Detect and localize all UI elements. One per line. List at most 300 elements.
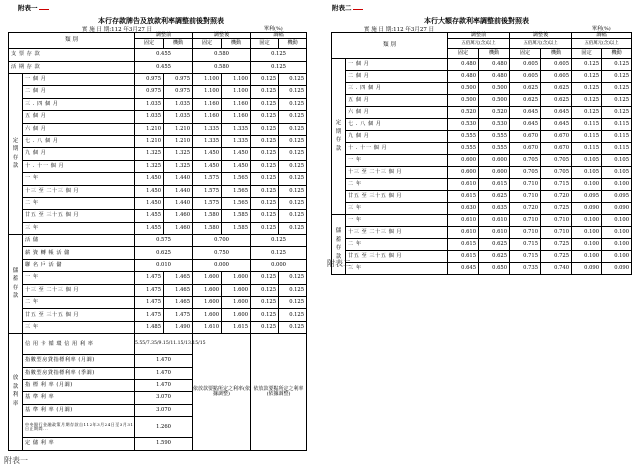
rate-change-fixed: 0.125 bbox=[251, 309, 279, 321]
rate-after-fixed: 1.335 bbox=[193, 123, 222, 135]
header-amount-tier: 五佰萬元(含)以上 bbox=[510, 39, 572, 49]
rate-term-label: 十三 至 二十三 個 月 bbox=[23, 284, 135, 296]
rate-term-label: 三 . 四 個 月 bbox=[23, 98, 135, 110]
rate-after-fixed: 0.710 bbox=[510, 227, 541, 239]
rate-term-label: 三 年 bbox=[346, 203, 448, 215]
rate-after-fixed: 0.605 bbox=[510, 59, 541, 71]
rate-change-fixed: 0.125 bbox=[251, 185, 279, 197]
rate-after-fixed: 1.600 bbox=[193, 272, 222, 284]
rate-change-fixed: 0.125 bbox=[572, 59, 602, 71]
table-row bbox=[9, 321, 307, 333]
rate-change-fixed: 0.100 bbox=[572, 179, 602, 191]
rate-before-fixed: 0.520 bbox=[448, 107, 479, 119]
rate-before-floating: 0.520 bbox=[479, 107, 510, 119]
table-row bbox=[332, 95, 632, 107]
table-row bbox=[9, 160, 307, 172]
table-row bbox=[332, 227, 632, 239]
rate-before-fixed: 1.450 bbox=[135, 185, 164, 197]
rate-before-floating: 1.465 bbox=[164, 284, 193, 296]
rate-term-label: 廿五 至 三十五 個 月 bbox=[346, 251, 448, 263]
rate-after-floating: 0.710 bbox=[541, 215, 572, 227]
left-footer-caption: 附表一 bbox=[4, 456, 28, 465]
table-row bbox=[9, 173, 307, 185]
rate-change: 0.125 bbox=[251, 61, 307, 73]
rate-before-fixed: 1.475 bbox=[135, 309, 164, 321]
rate-after-fixed: 0.715 bbox=[510, 239, 541, 251]
rate-before-floating: 0.600 bbox=[479, 167, 510, 179]
rate-before: 0.625 bbox=[135, 247, 193, 259]
rate-after-fixed: 1.600 bbox=[193, 297, 222, 309]
rate-term-label: 三 年 bbox=[346, 263, 448, 275]
rate-term-label: 六 個 月 bbox=[346, 107, 448, 119]
rate-after-floating: 1.600 bbox=[222, 272, 251, 284]
rate-after-floating: 1.335 bbox=[222, 135, 251, 147]
rate-change-fixed: 0.100 bbox=[572, 239, 602, 251]
rate-change-floating: 0.105 bbox=[602, 167, 632, 179]
rate-before-fixed: 0.610 bbox=[448, 179, 479, 191]
rate-change-floating: 0.125 bbox=[602, 59, 632, 71]
rate-change-floating: 0.125 bbox=[279, 185, 307, 197]
rate-change-fixed: 0.100 bbox=[572, 251, 602, 263]
header-floating: 機動 bbox=[279, 39, 307, 49]
header-floating: 機動 bbox=[222, 39, 251, 49]
table-row bbox=[9, 272, 307, 284]
table-row bbox=[332, 191, 632, 203]
rate-before-floating: 0.625 bbox=[479, 239, 510, 251]
rate-change: 0.000 bbox=[251, 259, 307, 271]
table-row bbox=[332, 203, 632, 215]
rate-change-floating: 0.125 bbox=[279, 297, 307, 309]
table-row bbox=[332, 215, 632, 227]
rate-change-fixed: 0.105 bbox=[572, 155, 602, 167]
loan-note-after: 依放款要點所定之利率(依據調整) bbox=[193, 334, 251, 450]
rate-after-floating: 1.450 bbox=[222, 160, 251, 172]
rate-change-fixed: 0.125 bbox=[251, 321, 279, 333]
rate-change-fixed: 0.125 bbox=[572, 71, 602, 83]
rate-before-floating: 1.465 bbox=[164, 297, 193, 309]
rate-change-fixed: 0.100 bbox=[572, 215, 602, 227]
table-row bbox=[9, 86, 307, 98]
loan-rate-value: 3.070 bbox=[135, 404, 193, 416]
loan-rate-label: 基 準 利 率 (月調) bbox=[23, 404, 135, 416]
rate-after-fixed: 1.160 bbox=[193, 111, 222, 123]
loan-row bbox=[9, 334, 307, 355]
rate-term-label: 五 個 月 bbox=[23, 111, 135, 123]
rate-change-fixed: 0.125 bbox=[251, 284, 279, 296]
table-row bbox=[9, 185, 307, 197]
rate-change-fixed: 0.125 bbox=[251, 197, 279, 209]
rate-after-floating: 0.705 bbox=[541, 167, 572, 179]
rate-term-label: 聯 名 戶 活 儲 bbox=[23, 259, 135, 271]
rate-before-floating: 1.475 bbox=[164, 309, 193, 321]
rate-before-fixed: 0.500 bbox=[448, 83, 479, 95]
rate-term-label: 三 . 四 個 月 bbox=[346, 83, 448, 95]
table-row bbox=[332, 119, 632, 131]
rate-before-fixed: 0.630 bbox=[448, 203, 479, 215]
rate-term-label: 廿五 至 三十五 個 月 bbox=[23, 309, 135, 321]
rate-before-fixed: 1.210 bbox=[135, 135, 164, 147]
rate-before-fixed: 1.210 bbox=[135, 123, 164, 135]
table-row bbox=[332, 71, 632, 83]
rate-change-fixed: 0.095 bbox=[572, 191, 602, 203]
header-amount-tier: 五佰萬元(含)以上 bbox=[572, 39, 632, 49]
rate-before-floating: 0.500 bbox=[479, 83, 510, 95]
rate-change-floating: 0.100 bbox=[602, 215, 632, 227]
table-row bbox=[332, 131, 632, 143]
header-fixed: 固定 bbox=[510, 49, 541, 59]
rate-before-floating: 1.440 bbox=[164, 173, 193, 185]
rate-after-floating: 0.645 bbox=[541, 119, 572, 131]
header-fixed: 固定 bbox=[193, 39, 222, 49]
rate-before-fixed: 0.610 bbox=[448, 215, 479, 227]
rate-after-fixed: 0.705 bbox=[510, 155, 541, 167]
rate-before-floating: 1.460 bbox=[164, 210, 193, 222]
loan-rate-value: 1.590 bbox=[135, 438, 193, 450]
rate-after-fixed: 1.160 bbox=[193, 98, 222, 110]
rate-term-label: 十三 至 二十三 個 月 bbox=[346, 167, 448, 179]
table-row bbox=[332, 143, 632, 155]
rate-after: 0.700 bbox=[193, 235, 251, 247]
rate-change-floating: 0.115 bbox=[602, 131, 632, 143]
rate-before-floating: 0.625 bbox=[479, 191, 510, 203]
rate-change: 0.125 bbox=[251, 49, 307, 61]
rate-change-fixed: 0.100 bbox=[572, 227, 602, 239]
rate-before-floating: 1.210 bbox=[164, 135, 193, 147]
rate-after-fixed: 0.710 bbox=[510, 215, 541, 227]
rate-after-floating: 1.585 bbox=[222, 210, 251, 222]
rate-before-floating: 1.490 bbox=[164, 321, 193, 333]
left-unit: 單利(%) bbox=[264, 26, 283, 32]
rate-change-fixed: 0.125 bbox=[251, 123, 279, 135]
rate-before-floating: 1.325 bbox=[164, 148, 193, 160]
rate-change-floating: 0.095 bbox=[602, 191, 632, 203]
table-row bbox=[9, 61, 307, 73]
section-savings-deposit: 儲 蓄 存 款 bbox=[332, 215, 346, 275]
table-row bbox=[9, 148, 307, 160]
header-change: 調幅 bbox=[251, 33, 307, 39]
rate-after-floating: 0.725 bbox=[541, 203, 572, 215]
rate-before-floating: 0.615 bbox=[479, 179, 510, 191]
rate-before-floating: 1.325 bbox=[164, 160, 193, 172]
rate-change-fixed: 0.125 bbox=[251, 73, 279, 85]
rate-after-fixed: 1.600 bbox=[193, 284, 222, 296]
rate-before-fixed: 1.325 bbox=[135, 160, 164, 172]
rate-change-fixed: 0.115 bbox=[572, 119, 602, 131]
rate-term-label: 二 年 bbox=[346, 179, 448, 191]
rate-after-floating: 1.565 bbox=[222, 197, 251, 209]
rate-change: 0.125 bbox=[251, 235, 307, 247]
rate-change-floating: 0.100 bbox=[602, 227, 632, 239]
rate-change-fixed: 0.125 bbox=[572, 107, 602, 119]
rate-term-label: 二 年 bbox=[23, 197, 135, 209]
table-row bbox=[9, 197, 307, 209]
rate-after-fixed: 0.670 bbox=[510, 143, 541, 155]
rate-change-floating: 0.125 bbox=[279, 98, 307, 110]
rate-after-fixed: 0.670 bbox=[510, 131, 541, 143]
loan-rate-label: 定 儲 利 率 bbox=[23, 438, 135, 450]
left-annex-tag: 附表一 bbox=[18, 3, 49, 12]
table-row bbox=[9, 284, 307, 296]
section-time-deposit: 定 期 存 款 bbox=[9, 73, 23, 234]
loan-rate-value: 1.260 bbox=[135, 417, 193, 438]
rate-change-floating: 0.125 bbox=[279, 148, 307, 160]
rate-change-floating: 0.125 bbox=[602, 71, 632, 83]
rate-change-floating: 0.125 bbox=[602, 83, 632, 95]
rate-term-label: 十三 至 二十三 個 月 bbox=[346, 227, 448, 239]
loan-rate-value: 5.55/7.35/9.15/11.15/13.15/15 bbox=[135, 334, 193, 355]
loan-rate-label: 指 標 利 率 (月調) bbox=[23, 379, 135, 391]
rate-term-label: 二 年 bbox=[23, 297, 135, 309]
table-row bbox=[332, 251, 632, 263]
table-row bbox=[332, 83, 632, 95]
rate-before-floating: 0.480 bbox=[479, 71, 510, 83]
rate-change-floating: 0.125 bbox=[279, 321, 307, 333]
rate-after-fixed: 1.450 bbox=[193, 148, 222, 160]
rate-before-fixed: 0.555 bbox=[448, 131, 479, 143]
rate-after-floating: 0.740 bbox=[541, 263, 572, 275]
rate-change-floating: 0.125 bbox=[279, 73, 307, 85]
rate-after-fixed: 0.625 bbox=[510, 83, 541, 95]
rate-after-floating: 1.600 bbox=[222, 297, 251, 309]
rate-after: 0.580 bbox=[193, 49, 251, 61]
rate-before-fixed: 0.610 bbox=[448, 227, 479, 239]
rate-change: 0.125 bbox=[251, 247, 307, 259]
rate-before-fixed: 0.615 bbox=[448, 251, 479, 263]
rate-after-fixed: 1.575 bbox=[193, 173, 222, 185]
rate-before-fixed: 0.645 bbox=[448, 263, 479, 275]
rate-after-floating: 0.720 bbox=[541, 191, 572, 203]
rate-change-fixed: 0.125 bbox=[251, 86, 279, 98]
loan-rate-label: 信 用 卡 循 環 信 用 利 率 bbox=[23, 334, 135, 355]
rate-before-floating: 1.035 bbox=[164, 98, 193, 110]
rate-change-fixed: 0.125 bbox=[251, 272, 279, 284]
rate-before-floating: 0.635 bbox=[479, 203, 510, 215]
loan-rate-value: 1.470 bbox=[135, 367, 193, 379]
header-floating: 機動 bbox=[164, 39, 193, 49]
rate-term-label: 薪 資 轉 帳 活 儲 bbox=[23, 247, 135, 259]
rate-change-floating: 0.090 bbox=[602, 263, 632, 275]
rate-after-fixed: 0.710 bbox=[510, 179, 541, 191]
header-fixed: 固定 bbox=[448, 49, 479, 59]
rate-term-label: 廿五 至 三十五 個 月 bbox=[346, 191, 448, 203]
rate-term-label: 一 年 bbox=[346, 155, 448, 167]
table-row bbox=[9, 98, 307, 110]
rate-after-floating: 1.100 bbox=[222, 86, 251, 98]
rate-before-floating: 1.035 bbox=[164, 111, 193, 123]
rate-before: 0.455 bbox=[135, 61, 193, 73]
rate-after-floating: 1.600 bbox=[222, 284, 251, 296]
section-loan-rate: 放 款 利 率 bbox=[9, 334, 23, 450]
rate-after-fixed: 0.715 bbox=[510, 251, 541, 263]
rate-after-floating: 1.615 bbox=[222, 321, 251, 333]
rate-before: 0.575 bbox=[135, 235, 193, 247]
rate-change-fixed: 0.125 bbox=[251, 222, 279, 234]
rate-change-fixed: 0.105 bbox=[572, 167, 602, 179]
rate-change-floating: 0.125 bbox=[279, 123, 307, 135]
rate-change-fixed: 0.125 bbox=[251, 173, 279, 185]
loan-rate-value: 1.470 bbox=[135, 355, 193, 367]
rate-after-fixed: 1.575 bbox=[193, 185, 222, 197]
rate-before-fixed: 1.450 bbox=[135, 173, 164, 185]
rate-change-fixed: 0.115 bbox=[572, 131, 602, 143]
rate-term-label: 七 . 八 個 月 bbox=[23, 135, 135, 147]
rate-term-label: 一 年 bbox=[23, 173, 135, 185]
rate-change-fixed: 0.125 bbox=[251, 210, 279, 222]
header-category: 類 別 bbox=[332, 33, 448, 59]
rate-change-floating: 0.125 bbox=[279, 222, 307, 234]
right-effective-date: 實 施 日 期:112 年3月27 日 bbox=[364, 27, 435, 33]
rate-before-fixed: 0.600 bbox=[448, 167, 479, 179]
table-row bbox=[332, 263, 632, 275]
header-floating: 機動 bbox=[479, 49, 510, 59]
rate-before-fixed: 0.480 bbox=[448, 59, 479, 71]
rate-term-label: 三 年 bbox=[23, 222, 135, 234]
rate-change-floating: 0.125 bbox=[279, 210, 307, 222]
rate-after-fixed: 0.735 bbox=[510, 263, 541, 275]
table-row bbox=[332, 167, 632, 179]
rate-after-floating: 0.670 bbox=[541, 131, 572, 143]
rate-term-label: 六 個 月 bbox=[23, 123, 135, 135]
rate-before-fixed: 1.475 bbox=[135, 284, 164, 296]
rate-after-floating: 0.625 bbox=[541, 95, 572, 107]
rate-before-floating: 0.625 bbox=[479, 251, 510, 263]
rate-change-fixed: 0.125 bbox=[251, 160, 279, 172]
rate-after-floating: 0.605 bbox=[541, 59, 572, 71]
rate-term-label: 九 個 月 bbox=[346, 131, 448, 143]
rate-before-floating: 1.210 bbox=[164, 123, 193, 135]
rate-change-fixed: 0.125 bbox=[251, 135, 279, 147]
rate-after-fixed: 1.600 bbox=[193, 309, 222, 321]
rate-after-floating: 1.160 bbox=[222, 98, 251, 110]
header-amount-tier: 五佰萬元(含)以上 bbox=[448, 39, 510, 49]
header-fixed: 固定 bbox=[135, 39, 164, 49]
rate-before-fixed: 0.530 bbox=[448, 119, 479, 131]
rate-term-label: 廿五 至 三十五 個 月 bbox=[23, 210, 135, 222]
rate-change-floating: 0.125 bbox=[279, 160, 307, 172]
table-row bbox=[332, 179, 632, 191]
right-footer-caption: 附表二 bbox=[327, 259, 351, 268]
rate-before-fixed: 0.975 bbox=[135, 86, 164, 98]
rate-change-fixed: 0.115 bbox=[572, 143, 602, 155]
rate-before-floating: 0.480 bbox=[479, 59, 510, 71]
table-row bbox=[332, 107, 632, 119]
rate-change-floating: 0.125 bbox=[279, 309, 307, 321]
rate-before-floating: 1.465 bbox=[164, 272, 193, 284]
rate-before-floating: 0.555 bbox=[479, 131, 510, 143]
rate-before-floating: 1.440 bbox=[164, 185, 193, 197]
table-row bbox=[9, 73, 307, 85]
rate-change-floating: 0.125 bbox=[602, 107, 632, 119]
rate-term-label: 一 個 月 bbox=[346, 59, 448, 71]
table-row bbox=[332, 239, 632, 251]
rate-after-floating: 1.565 bbox=[222, 173, 251, 185]
rate-after-floating: 0.625 bbox=[541, 83, 572, 95]
rate-change-fixed: 0.125 bbox=[251, 297, 279, 309]
rate-after-fixed: 0.705 bbox=[510, 167, 541, 179]
right-title: 本行大額存款利率調整前後對照表 bbox=[424, 16, 529, 25]
table-row bbox=[9, 49, 307, 61]
rate-change-floating: 0.100 bbox=[602, 251, 632, 263]
rate-before-fixed: 1.455 bbox=[135, 210, 164, 222]
rate-after-floating: 0.705 bbox=[541, 155, 572, 167]
rate-change-floating: 0.125 bbox=[279, 135, 307, 147]
rate-change-fixed: 0.090 bbox=[572, 203, 602, 215]
rate-after: 0.750 bbox=[193, 247, 251, 259]
right-annex-tag: 附表二 bbox=[332, 3, 363, 12]
rate-term-label: 支 票 存 款 bbox=[9, 49, 135, 61]
rate-term-label: 活 期 存 款 bbox=[9, 61, 135, 73]
rate-after-floating: 1.600 bbox=[222, 309, 251, 321]
loan-rate-label: 基 準 利 率 bbox=[23, 392, 135, 404]
rate-after-floating: 0.710 bbox=[541, 227, 572, 239]
rate-term-label: 一 年 bbox=[23, 272, 135, 284]
rate-after-fixed: 1.450 bbox=[193, 160, 222, 172]
rate-term-label: 五 個 月 bbox=[346, 95, 448, 107]
rate-before-fixed: 1.035 bbox=[135, 98, 164, 110]
rate-change-floating: 0.090 bbox=[602, 203, 632, 215]
rate-term-label: 九 個 月 bbox=[23, 148, 135, 160]
left-title: 本行存款牌告及放款利率調整前後對照表 bbox=[98, 16, 224, 25]
rate-before-fixed: 1.325 bbox=[135, 148, 164, 160]
table-row bbox=[9, 235, 307, 247]
rate-after-fixed: 1.580 bbox=[193, 210, 222, 222]
loan-rate-label: 指數型房貸指標利率 (月調) bbox=[23, 355, 135, 367]
rate-after-floating: 0.645 bbox=[541, 107, 572, 119]
rate-before-fixed: 0.615 bbox=[448, 191, 479, 203]
rate-term-label: 十 . 十一 個 月 bbox=[346, 143, 448, 155]
rate-term-label: 七 . 八 個 月 bbox=[346, 119, 448, 131]
rate-term-label: 三 年 bbox=[23, 321, 135, 333]
rate-after-fixed: 0.625 bbox=[510, 95, 541, 107]
rate-after-floating: 1.450 bbox=[222, 148, 251, 160]
rate-before-floating: 0.600 bbox=[479, 155, 510, 167]
rate-after-fixed: 0.645 bbox=[510, 119, 541, 131]
rate-after-fixed: 0.605 bbox=[510, 71, 541, 83]
rate-change-floating: 0.125 bbox=[279, 197, 307, 209]
rate-after-floating: 1.585 bbox=[222, 222, 251, 234]
rate-term-label: 二 個 月 bbox=[23, 86, 135, 98]
table-row bbox=[9, 259, 307, 271]
rate-before-floating: 0.500 bbox=[479, 95, 510, 107]
table-row bbox=[332, 59, 632, 71]
rate-after-floating: 0.715 bbox=[541, 179, 572, 191]
header-fixed: 固定 bbox=[251, 39, 279, 49]
rate-before-floating: 1.460 bbox=[164, 222, 193, 234]
rate-term-label: 一 個 月 bbox=[23, 73, 135, 85]
rate-before-floating: 0.650 bbox=[479, 263, 510, 275]
header-floating: 機動 bbox=[602, 49, 632, 59]
rate-term-label: 一 年 bbox=[346, 215, 448, 227]
rate-change-floating: 0.125 bbox=[279, 272, 307, 284]
header-before: 調整前 bbox=[135, 33, 193, 39]
table-row bbox=[9, 247, 307, 259]
rate-term-label: 二 個 月 bbox=[346, 71, 448, 83]
rate-before: 0.455 bbox=[135, 49, 193, 61]
rate-change-floating: 0.125 bbox=[279, 111, 307, 123]
rate-before-fixed: 0.975 bbox=[135, 73, 164, 85]
rate-after-floating: 0.725 bbox=[541, 251, 572, 263]
loan-rate-label: 中央銀行金融政策月期存款自112年3月24日至3月31日止期間... bbox=[23, 417, 135, 438]
rate-before-fixed: 0.615 bbox=[448, 239, 479, 251]
rate-before-fixed: 1.475 bbox=[135, 272, 164, 284]
rate-change-floating: 0.100 bbox=[602, 179, 632, 191]
rate-change-fixed: 0.125 bbox=[251, 111, 279, 123]
rate-change-floating: 0.115 bbox=[602, 119, 632, 131]
rate-before-floating: 0.975 bbox=[164, 73, 193, 85]
table-row bbox=[9, 111, 307, 123]
rate-before-fixed: 0.480 bbox=[448, 71, 479, 83]
left-rate-table bbox=[8, 32, 307, 451]
